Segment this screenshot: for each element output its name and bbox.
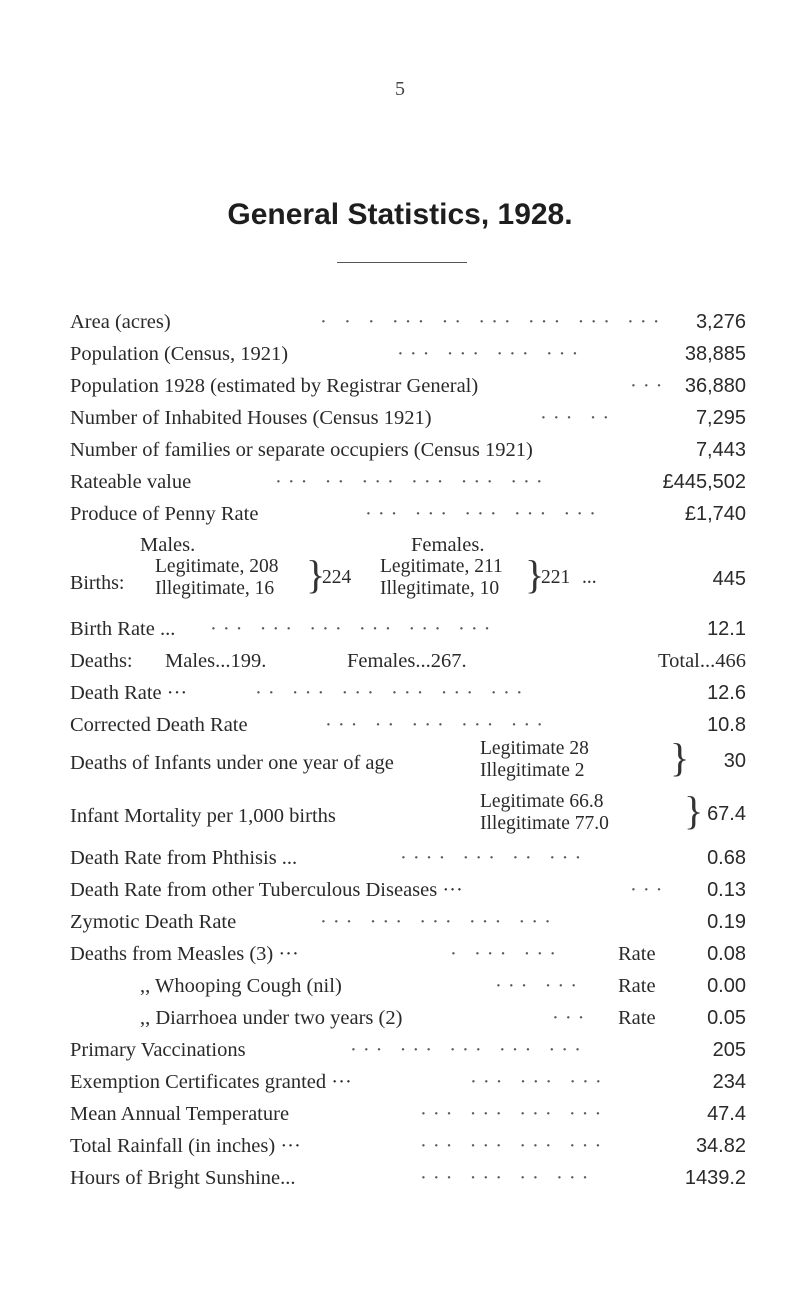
stat-value: 234 [712,1071,746,1093]
stat-label: Hours of Bright Sunshine... [70,1167,296,1189]
stat-row-corrected-death-rate [70,710,746,740]
stat-row-diarrhoea [70,1003,746,1033]
births-male-legitimate: Legitimate, 208 [155,556,279,577]
brace: } [670,735,690,780]
stat-value: 0.05 [707,1007,746,1029]
births-female-legitimate: Legitimate, 211 [380,556,503,577]
stat-value: 38,885 [684,343,746,365]
births-female-total: 221 [541,567,571,588]
infant-deaths-legitimate: Legitimate 28 [480,738,589,759]
stat-label: Death Rate ··· [70,682,188,704]
leader-dots: ... [582,567,597,588]
rate-label: Rate [618,975,656,997]
stat-value: 0.08 [707,943,746,965]
rate-label: Rate [618,943,656,965]
stat-label: Primary Vaccinations [70,1039,246,1061]
births-male-total: 224 [322,567,352,588]
leader-dots: ··· ··· [495,975,584,997]
deaths-label: Deaths: [70,650,133,672]
leader-dots: · · · ··· ·· ··· ··· ··· ··· [320,311,666,333]
stat-row-zymotic [70,907,746,937]
page-number: 5 [395,78,405,100]
births-female-illegitimate: Illegitimate, 10 [380,578,500,599]
stat-value: 12.1 [707,618,746,640]
leader-dots: ··· [630,375,669,397]
stat-label: ,, Diarrhoea under two years (2) [140,1007,403,1029]
stat-value: 7,443 [695,439,746,461]
deaths-females: Females...267. [347,650,467,672]
stat-value: 205 [712,1039,746,1061]
stat-row-mean-temperature [70,1099,746,1129]
stat-row-population-1921 [70,339,746,369]
stat-value: 34.82 [695,1135,746,1157]
stat-value: 36,880 [684,375,746,397]
stat-row-birth-rate [70,614,746,644]
brace: } [306,552,326,597]
stat-value: 0.00 [707,975,746,997]
stat-row-total-rainfall [70,1131,746,1161]
leader-dots: ··· ··· ··· ··· [420,1135,608,1157]
stat-label: Exemption Certificates granted ··· [70,1071,352,1093]
stat-label: Produce of Penny Rate [70,503,259,525]
infant-mortality-total: 67.4 [707,803,746,825]
stat-value: 12.6 [707,682,746,704]
leader-dots: ··· ··· ··· ··· ··· [320,911,557,933]
page-title: General Statistics, 1928. [227,198,573,231]
rate-label: Rate [618,1007,656,1029]
stat-value: 3,276 [695,311,746,333]
infant-deaths-illegitimate: Illegitimate 2 [480,760,585,781]
stat-value: £1,740 [684,503,746,525]
leader-dots: ··· ·· ··· ··· ··· ··· [275,471,549,493]
stat-label: Total Rainfall (in inches) ··· [70,1135,301,1157]
leader-dots: ·· ··· ··· ··· ··· ··· [255,682,529,704]
stat-row-penny-rate [70,499,746,529]
stat-value: 10.8 [707,714,746,736]
stat-row-tuberculous [70,875,746,905]
stat-label: Number of families or separate occupiers (Census 1921) [70,439,533,461]
stat-label: Rateable value [70,471,192,493]
leader-dots: ··· [630,879,669,901]
stat-label: Mean Annual Temperature [70,1103,290,1125]
stat-label: Population (Census, 1921) [70,343,289,365]
stat-row-whooping-cough [70,971,746,1001]
stat-row-rateable-value [70,467,746,497]
stat-label: Population 1928 (estimated by Registrar General) [70,375,479,397]
stat-label: Death Rate from Phthisis ... [70,847,298,869]
stat-row-inhabited-houses [70,403,746,433]
stat-label: Area (acres) [70,311,171,333]
stat-row-vaccinations [70,1035,746,1065]
stat-value: 0.13 [707,879,746,901]
stat-label: Death Rate from other Tuberculous Diseases ··· [70,879,463,901]
births-total: 445 [712,568,746,590]
births-label: Births: [70,572,125,594]
deaths-males: Males...199. [165,650,267,672]
stat-row-phthisis [70,843,746,873]
stat-row-deaths [70,646,746,676]
stat-value: 0.19 [707,911,746,933]
brace: } [525,552,545,597]
stat-row-area [70,307,746,337]
infant-mortality-legitimate: Legitimate 66.8 [480,791,604,812]
stat-label: ,, Whooping Cough (nil) [140,975,342,997]
stat-row-population-1928 [70,371,746,401]
infant-deaths-total: 30 [723,750,746,772]
leader-dots: ··· ··· ··· ··· [397,343,585,365]
stat-value: £445,502 [662,471,746,493]
stat-label: Birth Rate ... [70,618,176,640]
leader-dots: ··· ··· ··· ··· [420,1103,608,1125]
leader-dots: · ··· ··· [450,943,563,965]
leader-dots: ··· [552,1007,591,1029]
stat-row-exemption-certificates [70,1067,746,1097]
stat-value: 1439.2 [684,1167,746,1189]
stat-label: Number of Inhabited Houses (Census 1921) [70,407,432,429]
leader-dots: ··· ··· ·· ··· [420,1167,595,1189]
deaths-total: Total...466 [658,650,746,672]
births-females-heading: Females. [411,534,485,556]
infant-deaths-label: Deaths of Infants under one year of age [70,752,394,774]
infant-mortality-illegitimate: Illegitimate 77.0 [480,813,609,834]
leader-dots: ···· ··· ·· ··· [400,847,588,869]
leader-dots: ··· ··· ··· ··· ··· [365,503,602,525]
stat-label: Deaths from Measles (3) ··· [70,943,299,965]
stat-value: 47.4 [707,1103,746,1125]
stat-row-death-rate [70,678,746,708]
leader-dots: ··· ··· ··· ··· ··· ··· [210,618,497,640]
brace: } [684,788,704,833]
stat-row-measles [70,939,746,969]
stat-label: Corrected Death Rate [70,714,248,736]
stat-row-sunshine [70,1163,746,1193]
title-rule [337,262,467,263]
leader-dots: ··· ··· ··· [470,1071,608,1093]
infant-mortality-label: Infant Mortality per 1,000 births [70,805,336,827]
stat-row-families [70,435,746,465]
leader-dots: ··· ·· [540,407,616,429]
births-males-heading: Males. [140,534,196,556]
stat-value: 0.68 [707,847,746,869]
births-male-illegitimate: Illegitimate, 16 [155,578,275,599]
leader-dots: ··· ·· ··· ··· ··· [325,714,550,736]
stat-label: Zymotic Death Rate [70,911,237,933]
stat-value: 7,295 [695,407,746,429]
leader-dots: ··· ··· ··· ··· ··· [350,1039,587,1061]
